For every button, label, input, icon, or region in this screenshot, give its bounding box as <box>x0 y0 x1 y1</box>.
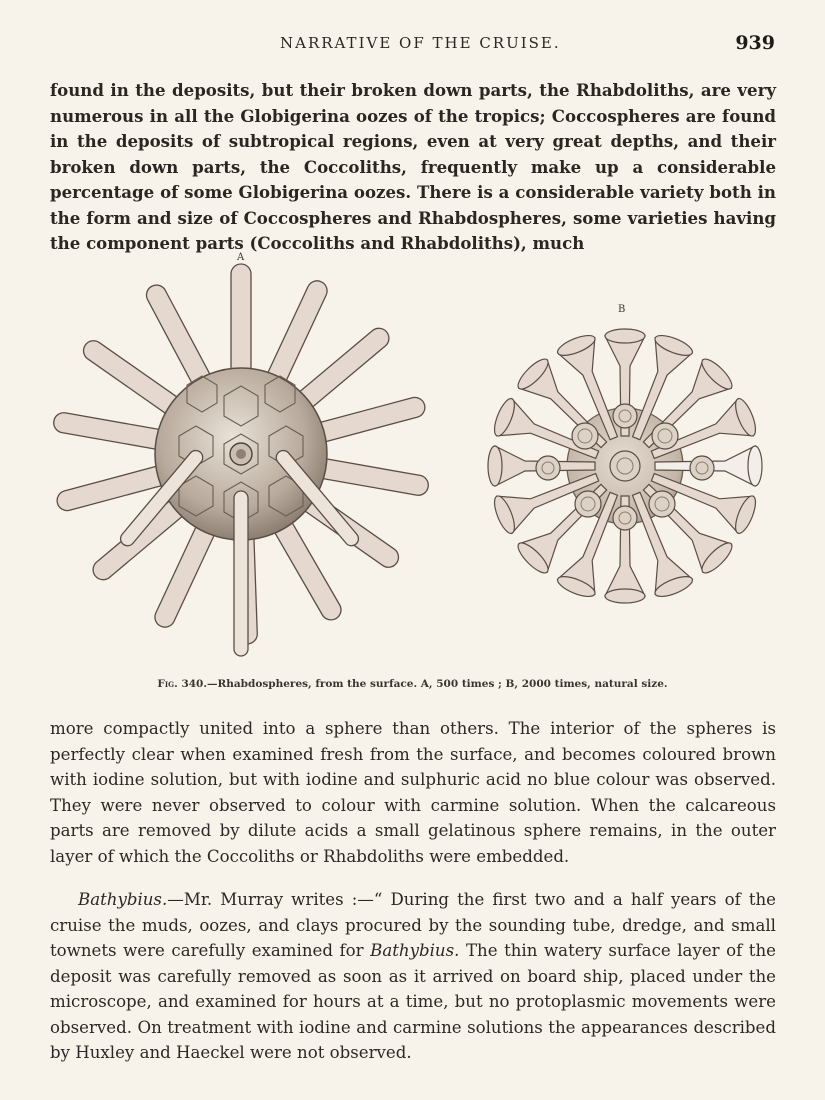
figure-caption <box>0 678 825 690</box>
running-title: NARRATIVE OF THE CRUISE. <box>280 34 561 52</box>
rhabdosphere-a <box>52 264 430 656</box>
page-number: 939 <box>735 32 775 54</box>
figure-number: Fig. 340. <box>157 678 208 690</box>
paragraph-3-part-2: The thin watery surface layer of the deposit was carefully removed as soon as it arrived on board ship, placed under the microscope, and examined for hours at a time, but no protoplasmic movements were observed. On treatment with iodine and carmine solutions the appearances described by Huxley and Haeckel were not observed. <box>50 941 776 1062</box>
paragraph-1: found in the deposits, but their broken down parts, the Rhabdoliths, are very numerous in all the Globigerina oozes of the tropics; Coccospheres are found in the deposits of subtropical regions, even at very great depths, and their broken down parts, the Coccoliths, frequently make up a considerable percentage of some Globigerina oozes. There is a considerable variety both in the form and size of Coccospheres and Rhabdospheres, some varieties having the component parts (Coccoliths and Rhabdoliths), much <box>50 80 776 253</box>
rhabdosphere-illustrations <box>40 246 790 676</box>
figure-caption-text: —Rhabdospheres, from the surface. A, 500 times ; B, 2000 times, natural size. <box>207 678 668 690</box>
rhabdosphere-b <box>488 329 762 603</box>
paragraph-3-part-1: —Mr. Murray writes :—“ During the first two and a half years of the cruise the muds, oozes, and clays procured by the sounding tube, dredge, and small townets were carefully examined for <box>50 890 776 960</box>
paragraph-3-italic: Bathybius. <box>370 941 460 960</box>
figure-label-b: B <box>618 304 626 315</box>
figure-340 <box>40 246 790 676</box>
paragraph-2: more compactly united into a sphere than others. The interior of the spheres is perfectly clear when examined fresh from the surface, and becomes coloured brown with iodine solution, but with iodine and sulphuric acid no blue colour was observed. They were never observed to colour with carmine solution. When the calcareous parts are removed by dilute acids a small gelatinous sphere remains, in the outer layer of which the Coccoliths or Rhabdoliths were embedded. <box>50 719 776 866</box>
paragraph-3 <box>50 887 776 1066</box>
figure-label-a: A <box>237 252 245 263</box>
paragraph-3-lead: Bathybius. <box>78 890 168 909</box>
running-head <box>0 34 825 60</box>
